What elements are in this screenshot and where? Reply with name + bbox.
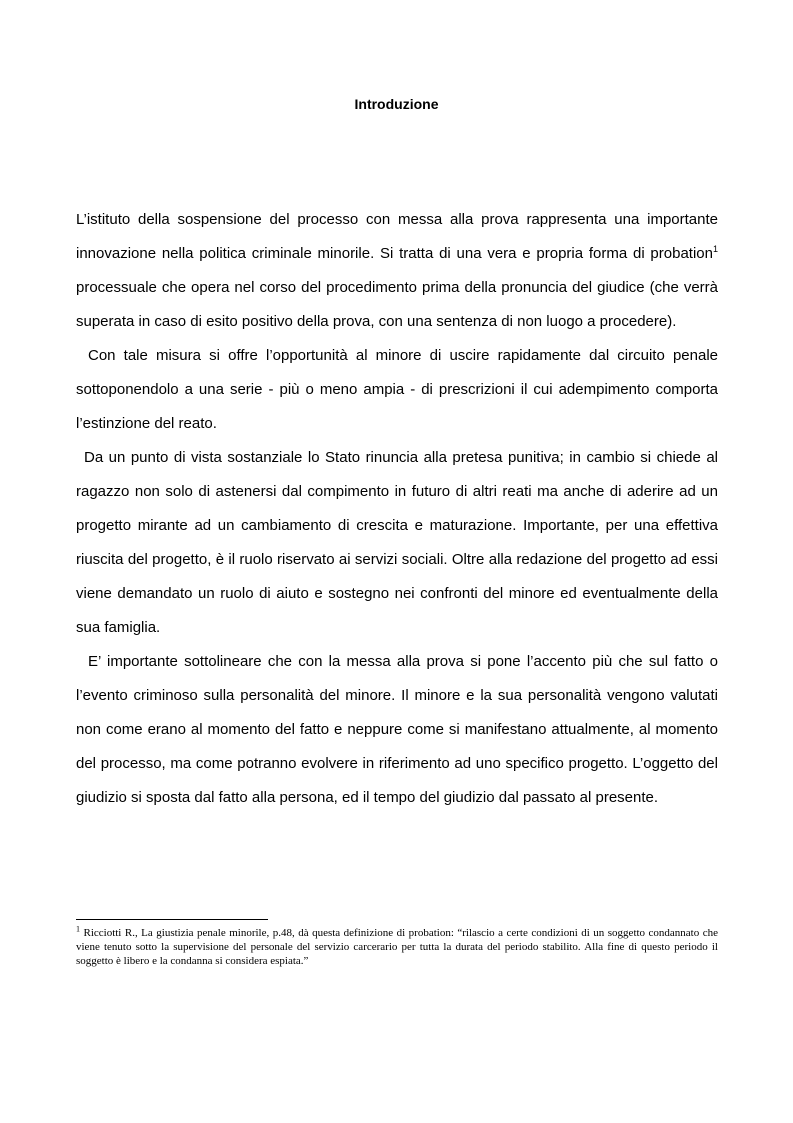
paragraph-1 [76, 203, 718, 339]
paragraph-1-text-continued: processuale che opera nel corso del procedimento prima della pronuncia del giudice (che verrà superata in caso di esito positivo della prova, con una sentenza di non luogo a procedere). [76, 279, 718, 330]
footnote-reference: 1 [712, 244, 718, 254]
paragraph-2: Con tale misura si offre l’opportunità al minore di uscire rapidamente dal circuito penale sottoponendolo a una serie - più o meno ampia - di prescrizioni il cui adempimento comporta l’estinzione del reato. [76, 347, 718, 432]
paragraph-3: Da un punto di vista sostanziale lo Stato rinuncia alla pretesa punitiva; in cambio si chiede al ragazzo non solo di astenersi dal compimento in futuro di altri reati ma anche di aderire ad un progetto mirante ad un cambiamento di crescita e maturazione. Importante, per una effettiva riuscita del progetto, è il ruolo riservato ai servizi sociali. Oltre alla redazione del progetto ad essi viene demandato un ruolo di aiuto e sostegno nei confronti del minore ed eventualmente della sua famiglia. [76, 449, 718, 636]
page-title: Introduzione [354, 96, 439, 112]
footnote-number: 1 [76, 924, 80, 934]
paragraph-4: E’ importante sottolineare che con la messa alla prova si pone l’accento più che sul fatto o l’evento criminoso sulla personalità del minore. Il minore e la sua personalità vengono valutati non come erano al momento del fatto e neppure come si manifestano attualmente, al momento del processo, ma come potranno evolvere in riferimento ad uno specifico progetto. L’oggetto del giudizio si sposta dal fatto alla persona, ed il tempo del giudizio dal passato al presente. [76, 653, 718, 806]
footnote-separator [76, 919, 268, 920]
body-text [76, 203, 718, 815]
paragraph-1-text: L’istituto della sospensione del processo con messa alla prova rappresenta una importante innovazione nella politica criminale minorile. Si tratta di una vera e propria forma di probation [76, 211, 718, 262]
footnote-text: Ricciotti R., La giustizia penale minorile, p.48, dà questa definizione di probation: “rilascio a certe condizioni di un soggetto condannato che viene tenuto sotto la supervisione del personale del servizio carcerario per tutta la durata del periodo stabilito. Alla fine di questo periodo il soggetto è libero e la condanna si considera espiata.” [76, 927, 718, 967]
footnote [76, 926, 718, 968]
